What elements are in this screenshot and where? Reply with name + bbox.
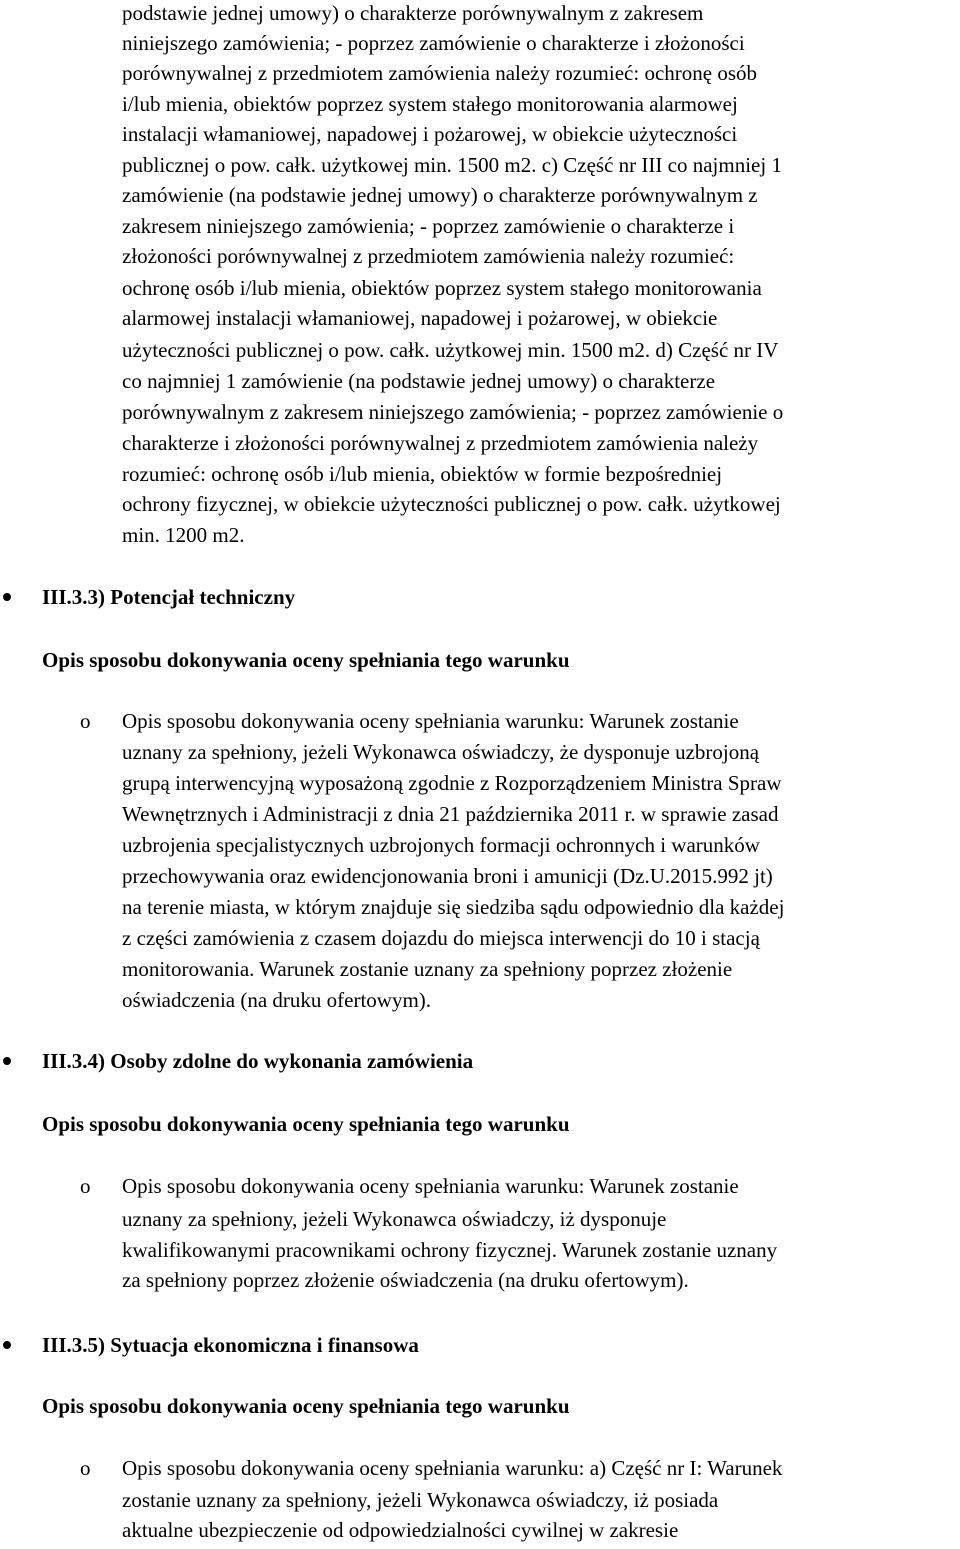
paragraph-line: alarmowej instalacji włamaniowej, napadowej i pożarowej, w obiekcie (122, 306, 718, 330)
condition-line: na terenie miasta, w którym znajduje się siedziba sądu odpowiednio dla każdej (122, 895, 785, 919)
list-marker-icon: o (80, 709, 91, 733)
paragraph-line: min. 1200 m2. (122, 523, 245, 547)
paragraph-line: złożoności porównywalnej z przedmiotem zamówienia należy rozumieć: (122, 244, 735, 268)
bullet-icon (3, 593, 11, 601)
condition-line: oświadczenia (na druku ofertowym). (122, 988, 432, 1012)
section-heading-osoby-zdolne: III.3.4) Osoby zdolne do wykonania zamówienia (42, 1049, 474, 1073)
condition-line: aktualne ubezpieczenie od odpowiedzialności cywilnej w zakresie (122, 1518, 679, 1542)
condition-line: monitorowania. Warunek zostanie uznany za spełniony poprzez złożenie (122, 957, 733, 981)
paragraph-line: charakterze i złożoności porównywalnej z przedmiotem zamówienia należy (122, 431, 759, 455)
condition-line: Wewnętrznych i Administracji z dnia 21 października 2011 r. w sprawie zasad (122, 802, 779, 826)
condition-line: uznany za spełniony, jeżeli Wykonawca oświadczy, że dysponuje uzbrojoną (122, 740, 760, 764)
section-subheading: Opis sposobu dokonywania oceny spełniania tego warunku (42, 1394, 570, 1418)
paragraph-line: zamówienie (na podstawie jednej umowy) o charakterze porównywalnym z (122, 183, 758, 207)
paragraph-line: publicznej o pow. całk. użytkowej min. 1500 m2. c) Część nr III co najmniej 1 (122, 153, 782, 177)
condition-line: Opis sposobu dokonywania oceny spełniania warunku: Warunek zostanie (122, 1174, 739, 1198)
condition-line: Opis sposobu dokonywania oceny spełniania warunku: a) Część nr I: Warunek (122, 1456, 783, 1480)
paragraph-line: i/lub mienia, obiektów poprzez system stałego monitorowania alarmowej (122, 92, 738, 116)
paragraph-line: zakresem niniejszego zamówienia; - poprzez zamówienie o charakterze i (122, 214, 735, 238)
section-subheading: Opis sposobu dokonywania oceny spełniania tego warunku (42, 1112, 570, 1136)
paragraph-line: instalacji włamaniowej, napadowej i pożarowej, w obiekcie użyteczności (122, 122, 738, 146)
paragraph-line: rozumieć: ochronę osób i/lub mienia, obiektów w formie bezpośredniej (122, 462, 723, 486)
section-subheading: Opis sposobu dokonywania oceny spełniania tego warunku (42, 648, 570, 672)
section-heading-sytuacja-ekonomiczna: III.3.5) Sytuacja ekonomiczna i finansowa (42, 1333, 419, 1357)
condition-line: przechowywania oraz ewidencjonowania broni i amunicji (Dz.U.2015.992 jt) (122, 864, 773, 888)
condition-line: kwalifikowanymi pracownikami ochrony fizycznej. Warunek zostanie uznany (122, 1238, 778, 1262)
condition-line: za spełniony poprzez złożenie oświadczenia (na druku ofertowym). (122, 1268, 689, 1292)
paragraph-line: porównywalnym z zakresem niniejszego zamówienia; - poprzez zamówienie o (122, 400, 784, 424)
condition-line: grupą interwencyjną wyposażoną zgodnie z Rozporządzeniem Ministra Spraw (122, 771, 782, 795)
paragraph-line: porównywalnej z przedmiotem zamówienia należy rozumieć: ochronę osób (122, 61, 758, 85)
paragraph-line: użyteczności publicznej o pow. całk. użytkowej min. 1500 m2. d) Część nr IV (122, 338, 779, 362)
condition-line: uzbrojenia specjalistycznych uzbrojonych formacji ochronnych i warunków (122, 833, 760, 857)
section-heading-potencjal-techniczny: III.3.3) Potencjał techniczny (42, 585, 296, 609)
condition-line: zostanie uznany za spełniony, jeżeli Wykonawca oświadczy, iż posiada (122, 1488, 719, 1512)
paragraph-line: co najmniej 1 zamówienie (na podstawie jednej umowy) o charakterze (122, 369, 716, 393)
condition-line: z części zamówienia z czasem dojazdu do miejsca interwencji do 10 i stacją (122, 926, 760, 950)
bullet-icon (3, 1057, 11, 1065)
condition-line: uznany za spełniony, jeżeli Wykonawca oświadczy, iż dysponuje (122, 1207, 667, 1231)
paragraph-line: ochrony fizycznej, w obiekcie użyteczności publicznej o pow. całk. użytkowej (122, 492, 781, 516)
condition-line: Opis sposobu dokonywania oceny spełniania warunku: Warunek zostanie (122, 709, 739, 733)
bullet-icon (3, 1341, 11, 1349)
paragraph-line: niniejszego zamówienia; - poprzez zamówienie o charakterze i złożoności (122, 31, 745, 55)
list-marker-icon: o (80, 1456, 91, 1480)
paragraph-line: ochronę osób i/lub mienia, obiektów poprzez system stałego monitorowania (122, 276, 762, 300)
list-marker-icon: o (80, 1174, 91, 1198)
paragraph-line: podstawie jednej umowy) o charakterze porównywalnym z zakresem (122, 1, 704, 25)
